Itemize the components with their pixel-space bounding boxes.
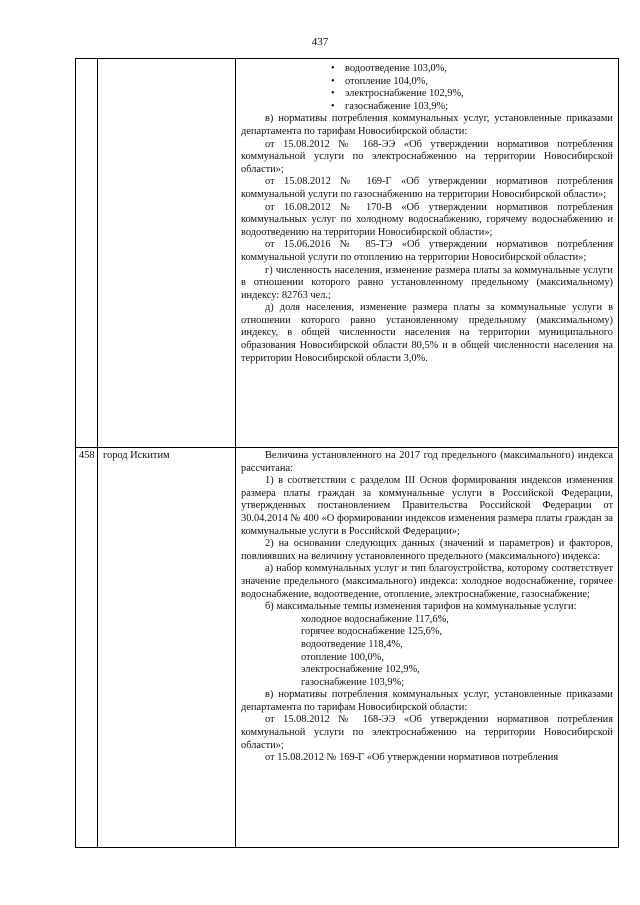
paragraph: 1) в соответствии с разделом III Основ формирования индексов изменения размера платы граждан за коммунальные услуги в Российской Федерации, утвержденных постановлением Правительства Российской Федерации от 30.04.2014 № 400 «О формировании индексов изменения размера платы граждан за коммунальные услуги в Российской Федерации»; — [241, 475, 613, 537]
rate-line: горячее водоснабжение 125,6%, — [301, 626, 443, 638]
paragraph: г) численность населения, изменение размера платы за коммунальные услуги в отношении которого равно установленному предельному (максимальному) индексу: 82763 чел.; — [241, 264, 613, 301]
bullet-icon: • — [331, 88, 335, 100]
rate-line: электроснабжение 102,9%, — [301, 664, 420, 676]
paragraph: в) нормативы потребления коммунальных услуг, установленные приказами департамента по тарифам Новосибирской области: — [241, 113, 613, 137]
paragraph: от 15.08.2012 № 169-Г «Об утверждении нормативов потребления коммунальной услуги по газоснабжению на территории Новосибирской области»; — [241, 176, 613, 200]
rate-line: отопление 100,0%, — [301, 651, 384, 663]
paragraph: от 16.08.2012 № 170-В «Об утверждении нормативов потребления коммунальных услуг по холодному водоснабжению, горячему водоснабжению и водоотведению на территории Новосибирской области»; — [241, 201, 613, 238]
bullet-icon: • — [331, 100, 335, 112]
document-table — [75, 58, 619, 848]
municipality-name: город Искитим — [103, 450, 170, 461]
paragraph: в) нормативы потребления коммунальных услуг, установленные приказами департамента по тарифам Новосибирской области: — [241, 689, 613, 713]
row-number: 458 — [79, 450, 95, 461]
bullet-icon: • — [331, 63, 335, 74]
list-item: • электроснабжение 102,9%, — [331, 88, 464, 100]
paragraph: от 15.08.2012 № 168-ЭЭ «Об утверждении нормативов потребления коммунальной услуги по электроснабжению на территории Новосибирской области»; — [241, 714, 613, 751]
row-content — [241, 63, 613, 365]
paragraph: 2) на основании следующих данных (значений и параметров) и факторов, повлиявших на величину установленного предельного (максимального) индекса: — [241, 538, 613, 562]
rate-line: водоотведение 118,4%, — [301, 638, 403, 650]
tariff-bullet-list — [241, 63, 613, 113]
paragraph: д) доля населения, изменение размера платы за коммунальные услуги в отношении которого равно установленному предельному (максимальному) индексу, в общей численности населения на территории муниципального образования Новосибирской области 80,5% и в общей численности населения на территории Новосибирской области 3,0%. — [241, 302, 613, 364]
rate-line: газоснабжение 103,9%; — [301, 676, 405, 688]
paragraph: б) максимальные темпы изменения тарифов на коммунальные услуги: — [265, 601, 577, 613]
paragraph: а) набор коммунальных услуг и тип благоустройства, которому соответствует значение предельного (максимального) индекса: холодное водоснабжение, горячее водоснабжение, водоотведение, отопление, электроснабжение, газоснабжение; — [241, 563, 613, 600]
row-content — [241, 450, 613, 765]
column-divider — [235, 59, 236, 847]
column-divider — [97, 59, 98, 847]
row-divider — [76, 447, 618, 448]
paragraph: от 15.08.2012 № 169-Г «Об утверждении нормативов потребления — [265, 752, 559, 764]
rate-line: холодное водоснабжение 117,6%, — [301, 613, 449, 625]
list-item: • водоотведение 103,0%, — [331, 63, 447, 74]
list-item: • отопление 104,0%, — [331, 75, 428, 87]
page-number: 437 — [311, 36, 329, 48]
paragraph: от 15.08.2012 № 168-ЭЭ «Об утверждении нормативов потребления коммунальной услуги по электроснабжению на территории Новосибирской области»; — [241, 138, 613, 175]
paragraph: от 15.06.2016 № 85-ТЭ «Об утверждении нормативов потребления коммунальной услуги по отоплению на территории Новосибирской области»; — [241, 239, 613, 263]
bullet-icon: • — [331, 75, 335, 87]
paragraph: Величина установленного на 2017 год предельного (максимального) индекса рассчитана: — [241, 450, 613, 474]
list-item: • газоснабжение 103,9%; — [331, 100, 449, 112]
